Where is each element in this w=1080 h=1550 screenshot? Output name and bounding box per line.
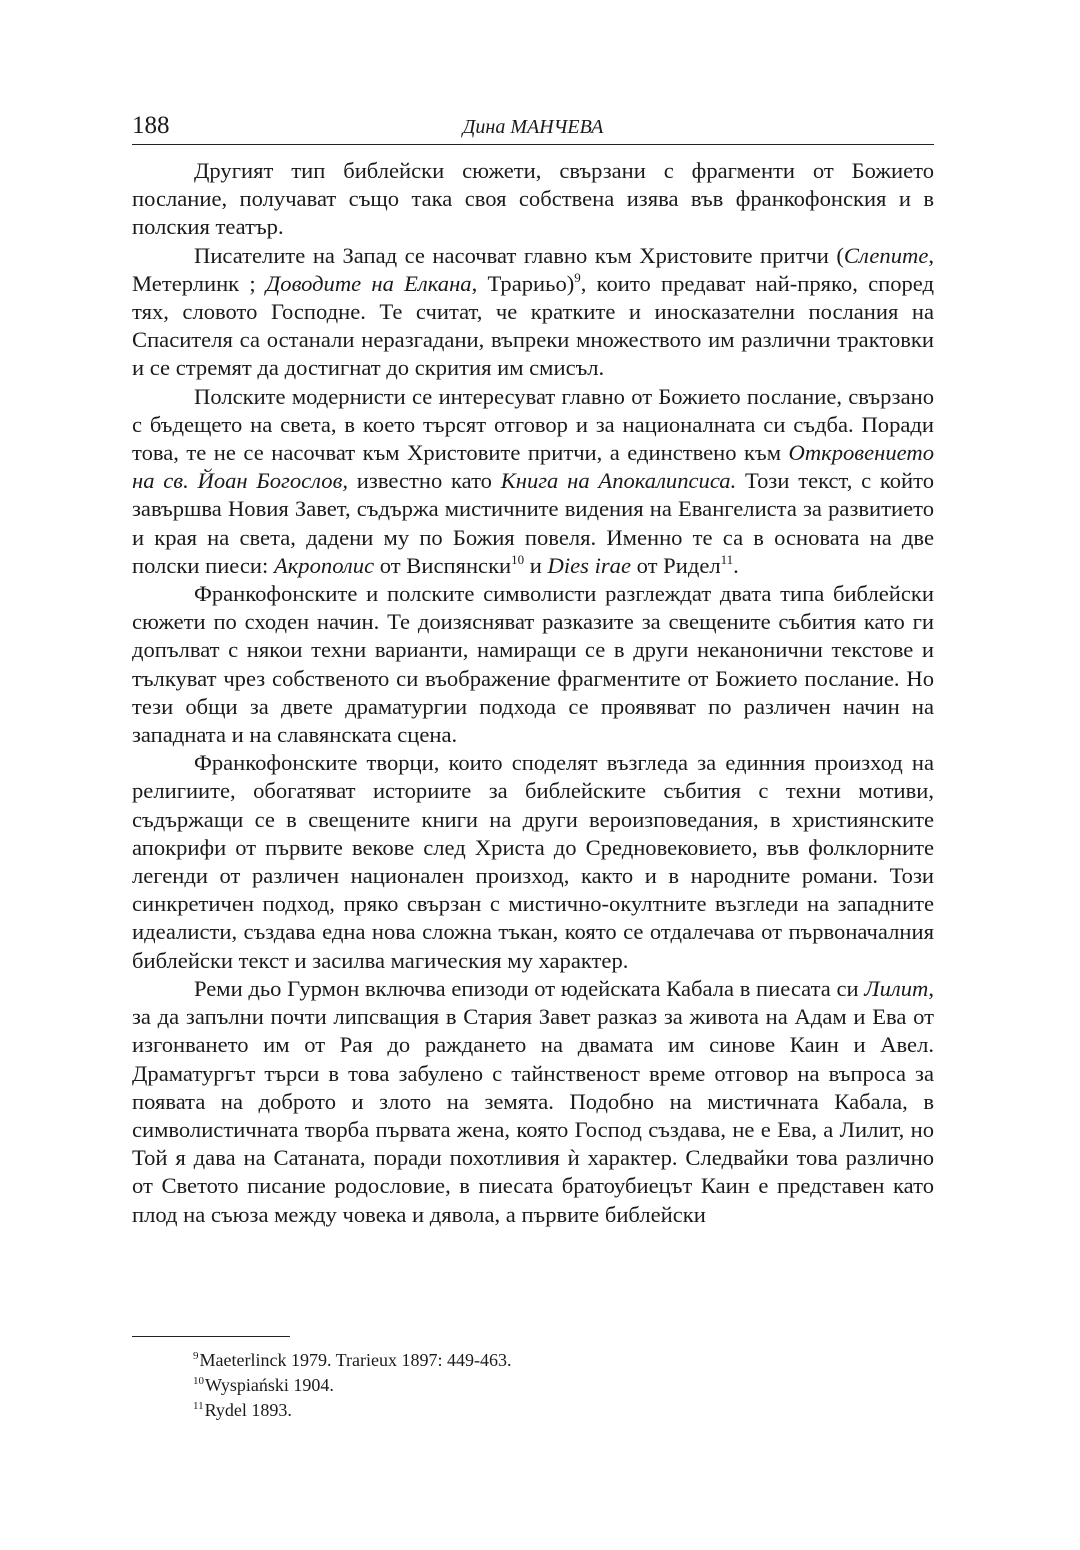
- footnote-10: [193, 1373, 893, 1398]
- footnote-ref-10[interactable]: 10: [511, 551, 525, 567]
- paragraph-text: Реми дьо Гурмон включва епизоди от юдейската Кабала в пиесата си: [194, 975, 865, 1001]
- paragraph-text: , за да запълни почти липсващия в Стария Завет разказ за живота на Адам и Ева от изгонването им от Рая до раждането на двамата им синове Каин и Авел. Драматургът търси в това забулено с тайнственост време отговор на въпроса за появата на доброто и злото на земята. Подобно на мистичната Кабала, в символистичната творба първата жена, която Господ създава, не е Ева, а Лилит, но Той я дава на Сатаната, поради похотливия ѝ характер. Следвайки това различно от Светото писание родословие, в пиесата братоубиецът Каин е представен като плод на съюза между човека и дявола, а първите библейски: [132, 975, 934, 1227]
- body-text: [132, 157, 934, 1229]
- paragraph-text: Полските модернисти се интересуват главно от Божието послание, свързано с бъдещето на света, в което търсят отговор и за националната си съдба. Поради това, те не се насочват към Христовите притчи, а единствено към: [132, 383, 934, 466]
- footnotes: [193, 1348, 893, 1423]
- paragraph-5: Франкофонските творци, които споделят възгледа за единния произход на религиите, обогатяват историите за библейските събития с техни мотиви, съдържащи се в свещените книги на други вероизповедания, в християнските апокрифи от първите векове след Христа до Средновековието, във фолклорните легенди от различен национален произход, както и в народните романи. Този синкретичен подход, пряко свързан с мистично-окултните възгледи на западните идеалисти, създава една нова сложна тъкан, която се отдалечава от първоначалния библейски текст и засилва магическия му характер.: [132, 750, 934, 973]
- footnote-number: 11: [193, 1400, 204, 1412]
- footnote-ref-9[interactable]: 9: [574, 269, 581, 285]
- page-header: [132, 110, 934, 145]
- paragraph-text: Писателите на Запад се насочват главно към Христовите притчи (: [194, 242, 844, 268]
- paragraph-text: Другият тип библейски сюжети, свързани с фрагменти от Божието послание, получават също така своя собствена изява във франкофонския и в полския театър.: [132, 158, 934, 240]
- title-akropolis: Акрополис: [273, 552, 375, 578]
- title-dovodite: Доводите на Елкана: [265, 270, 472, 296]
- title-dies-irae: Dies irae: [547, 552, 631, 578]
- paragraph-text: , Метерлинк ;: [132, 242, 934, 296]
- title-kniga-apokalipsisa: Книга на Апокалипсиса.: [500, 468, 737, 494]
- footnote-9: [193, 1348, 893, 1373]
- footnote-11: [193, 1398, 893, 1423]
- footnote-text: Maeterlinck 1979. Trarieux 1897: 449-463.: [199, 1350, 512, 1370]
- paragraph-text: .: [733, 552, 739, 578]
- footnote-number: 10: [193, 1375, 204, 1387]
- paragraph-text: Този текст, с който завършва Новия Завет, съдържа мистичните видения на Евангелиста за развитието и края на света, дадени му по Божия повеля. Именно те са в основата на две полски пиеси:: [132, 468, 935, 578]
- footnote-text: Wyspiański 1904.: [205, 1375, 334, 1395]
- paragraph-text: от Виспянски: [374, 552, 512, 578]
- title-slepite: Слепите: [843, 242, 929, 268]
- paragraph-text: от Ридел: [631, 552, 721, 578]
- paragraph-6: [132, 975, 934, 1229]
- title-otkrovenieto: Откровението на св. Йоан Богослов,: [132, 440, 934, 494]
- paragraph-text: , Трариьо): [471, 270, 575, 296]
- paragraph-4: Франкофонските и полските символисти разглеждат двата типа библейски сюжети по сходен начин. Те доизясняват разказите за свещените събития като ги допълват с някои техни варианти, намиращи се в други неканонични текстове и тълкуват чрез собственото си въображение фрагментите от Божието послание. Но тези общи за двете драматургии подхода се проявяват по различен начин на западната и на славянската сцена.: [132, 581, 934, 748]
- footnote-number: 9: [193, 1350, 199, 1362]
- paragraph-text: и: [524, 552, 548, 578]
- title-lilit: Лилит: [864, 975, 929, 1001]
- paragraph-2: [132, 242, 934, 383]
- footnote-separator: [132, 1336, 290, 1337]
- paragraph-1: [132, 157, 934, 242]
- paragraph-text: , които предават най-пряко, според тях, словото Господне. Те считат, че кратките и иносказателни послания на Спасителя са останали неразгадани, въпреки множеството им различни трактовки и се стремят да достигнат до скрития им смисъл.: [132, 270, 935, 381]
- footnote-ref-11[interactable]: 11: [720, 551, 734, 567]
- paragraph-text: известно като: [348, 468, 501, 494]
- page-number: 188: [132, 112, 170, 139]
- footnote-text: Rydel 1893.: [204, 1400, 292, 1420]
- running-head-author: Дина МАНЧЕВА: [462, 116, 604, 138]
- paragraph-3: [132, 383, 934, 580]
